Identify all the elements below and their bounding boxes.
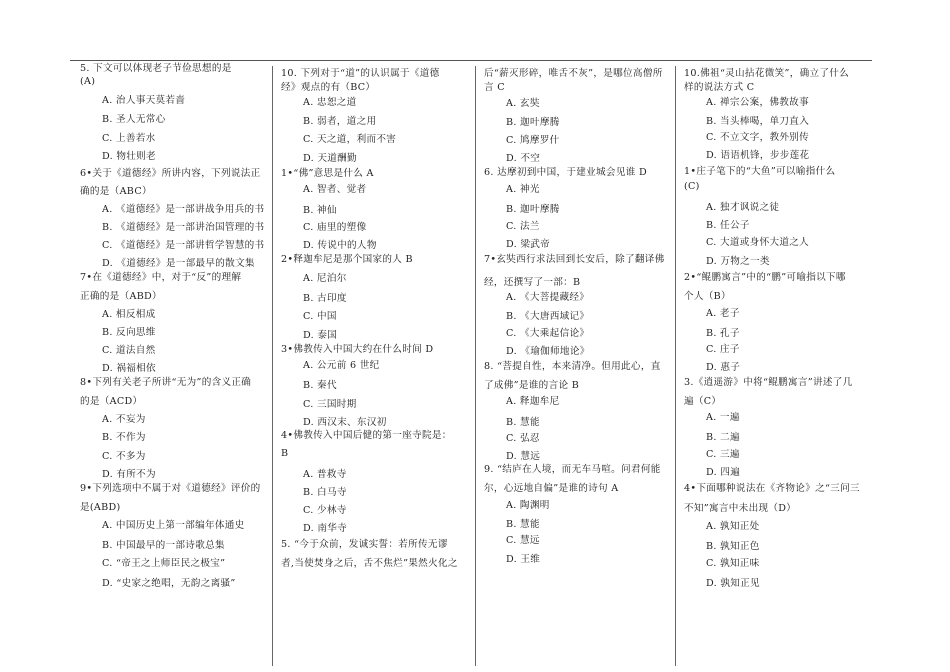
answer-option: D. 慧远 — [506, 451, 541, 462]
question-line: 样的说法方式 C — [684, 82, 755, 93]
answer-option: A. 孰知正处 — [706, 521, 760, 532]
question-line: 9•下列选项中不属于对《道德经》评价的 — [80, 483, 261, 494]
answer-option: C. 三国时期 — [303, 399, 357, 410]
answer-option: B. 迦叶摩腾 — [506, 117, 560, 128]
question-line: 是(ABD) — [80, 502, 121, 513]
answer-option: D. 王维 — [506, 554, 541, 565]
question-line: 经，还撰写了一部：B — [484, 277, 581, 288]
answer-option: B. 孔子 — [706, 328, 740, 339]
answer-option: B. 神仙 — [303, 205, 337, 216]
question-line: B — [281, 448, 289, 459]
answer-option: B. 反向思维 — [102, 327, 156, 338]
answer-option: A. 普救寺 — [303, 469, 347, 480]
answer-option: B. 弱者，道之用 — [303, 116, 377, 127]
answer-option: D. 物壮则老 — [102, 151, 156, 162]
answer-option: B. 不作为 — [102, 432, 146, 443]
question-line: 3•佛教传入中国大约在什么时间 D — [281, 344, 434, 355]
answer-option: A. 老子 — [706, 308, 740, 319]
answer-option: B. 任公子 — [706, 220, 750, 231]
answer-option: B. 秦代 — [303, 380, 337, 391]
answer-option: A. 忠恕之道 — [303, 97, 357, 108]
answer-option: A. 一遍 — [706, 412, 740, 423]
answer-option: D. 孰知正见 — [706, 578, 760, 589]
answer-option: A. 玄奘 — [506, 98, 540, 109]
answer-option: C. 法兰 — [506, 221, 540, 232]
question-line: 2•释迦牟尼是那个国家的人 B — [281, 254, 413, 265]
answer-option: B. 慧能 — [506, 417, 540, 428]
answer-option: C. “帝王之上师臣民之极宝” — [102, 558, 226, 569]
answer-option: B. 迦叶摩腾 — [506, 204, 560, 215]
column-2 — [272, 66, 475, 666]
answer-option: D. 有所不为 — [102, 469, 156, 480]
question-line: 不知”寓言中未出现（D） — [684, 503, 797, 514]
answer-option: D. “史家之绝唱，无韵之离骚” — [102, 578, 236, 589]
answer-option: C. 道法自然 — [102, 345, 156, 356]
question-line: 正确的是（ABD） — [80, 291, 162, 302]
answer-option: A. 独才讽说之徒 — [706, 202, 780, 213]
answer-option: D. 泰国 — [303, 330, 338, 341]
answer-option: D. 语语机锋，步步莲花 — [706, 150, 810, 161]
question-line: 3.《逍遥游》中将“鲲鹏寓言”讲述了几 — [684, 377, 853, 388]
answer-option: D. 祸福相依 — [102, 363, 156, 374]
question-line: 6. 达摩初到中国，于建业城会见谁 D — [484, 167, 647, 178]
answer-option: A. 《道德经》是一部讲战争用兵的书 — [102, 204, 265, 215]
question-line: 10. 下列对于“道”的认识属于《道德 — [281, 68, 440, 79]
answer-option: A. 公元前 6 世纪 — [303, 360, 380, 371]
answer-option: C. 《道德经》是一部讲哲学智慧的书 — [102, 240, 265, 251]
question-line: 后“薪灭形碎，唯舌不灰”，是哪位高僧所 — [484, 68, 663, 79]
answer-option: B. 二遍 — [706, 432, 740, 443]
question-line: (A) — [80, 76, 96, 87]
answer-option: A. 神光 — [506, 184, 540, 195]
question-line: 尔，心远地自偏”是谁的诗句 A — [484, 483, 619, 494]
column-4 — [675, 66, 872, 666]
answer-option: C. 不多为 — [102, 451, 146, 462]
answer-option: D. 不空 — [506, 153, 541, 164]
question-line: 遍（C） — [684, 396, 722, 407]
answer-option: D. 《瑜伽师地论》 — [506, 346, 590, 357]
question-line: 2•“鲲鹏寓言”中的“鹏”可喻指以下哪 — [684, 272, 846, 283]
answer-option: A. 智者、觉者 — [303, 184, 367, 195]
question-line: (C) — [684, 181, 700, 192]
question-line: 5. 下文可以体现老子节俭思想的是 — [80, 63, 232, 74]
question-line: 9. “结庐在人境，而无车马喧。问君何能 — [484, 464, 661, 475]
answer-option: C. 孰知正味 — [706, 558, 760, 569]
answer-option: B. 慧能 — [506, 519, 540, 530]
question-line: 4•下面哪种说法在《齐物论》之“三问三 — [684, 483, 860, 494]
answer-option: D. 《道德经》是一部最早的散文集 — [102, 258, 255, 269]
question-line: 个人（B） — [684, 291, 731, 302]
answer-option: D. 天道酬勤 — [303, 153, 357, 164]
question-line: 1•庄子笔下的“大鱼”可以喻指什么 — [684, 166, 836, 177]
column-1 — [72, 63, 272, 666]
answer-option: D. 传说中的人物 — [303, 240, 377, 251]
answer-option: C. 庙里的塑像 — [303, 222, 367, 233]
answer-option: C. 《大乘起信论》 — [506, 328, 590, 339]
answer-option: C. 少林寺 — [303, 505, 347, 516]
answer-option: D. 南华寺 — [303, 523, 348, 534]
answer-option: C. 上善若水 — [102, 133, 156, 144]
question-line: 1•“佛”意思是什么 A — [281, 168, 374, 179]
answer-option: A. 尼泊尔 — [303, 273, 347, 284]
answer-option: D. 梁武帝 — [506, 239, 551, 250]
answer-option: C. 天之道，利而不害 — [303, 134, 397, 145]
question-line: 8. “菩提自性，本来清净。但用此心，直 — [484, 361, 661, 372]
question-line: 6•关于《道德经》所讲内容，下列说法正 — [80, 168, 261, 179]
top-rule — [70, 60, 872, 61]
question-line: 言 C — [484, 82, 505, 93]
answer-option: B. 中国最早的一部诗歌总集 — [102, 540, 225, 551]
answer-option: D. 西汉末、东汉初 — [303, 417, 387, 428]
answer-option: C. 中国 — [303, 311, 337, 322]
answer-option: A. 《大菩提藏经》 — [506, 292, 590, 303]
question-line: 4•佛教传入中国后健的第一座寺院是： — [281, 430, 452, 441]
answer-option: A. 释迦牟尼 — [506, 396, 560, 407]
answer-option: C. 大道或身怀大道之人 — [706, 237, 810, 248]
answer-option: A. 不妄为 — [102, 414, 146, 425]
answer-option: C. 不立文字，教外别传 — [706, 132, 810, 143]
answer-option: A. 治人事天莫若啬 — [102, 95, 186, 106]
answer-option: A. 中国历史上第一部编年体通史 — [102, 520, 245, 531]
question-line: 7•在《道德经》中，对于“反”的理解 — [80, 272, 242, 283]
answer-option: B. 孰知正色 — [706, 541, 760, 552]
question-line: 10.佛祖“灵山拈花微笑”，确立了什么 — [684, 68, 850, 79]
answer-option: C. 三遍 — [706, 449, 740, 460]
question-line: 7•玄奘西行求法回到长安后，除了翻译佛 — [484, 254, 665, 265]
answer-option: A. 陶渊明 — [506, 500, 550, 511]
answer-option: B. 当头棒喝，单刀直入 — [706, 116, 810, 127]
answer-option: B. 《道德经》是一部讲治国管理的书 — [102, 222, 265, 233]
question-line: 8•下列有关老子所讲“无为”的含义正确 — [80, 377, 252, 388]
answer-option: D. 惠子 — [706, 362, 741, 373]
question-line: 确的是（ABC） — [80, 186, 152, 197]
answer-option: A. 相反相成 — [102, 309, 156, 320]
answer-option: C. 庄子 — [706, 344, 740, 355]
answer-option: B. 《大唐西域记》 — [506, 311, 590, 322]
question-line: 5. “今于众前，发诚实誓：若所传无谬 — [281, 539, 448, 550]
answer-option: B. 圣人无常心 — [102, 114, 166, 125]
question-line: 的是（ACD） — [80, 396, 143, 407]
question-line: 经》观点的有（BC） — [281, 82, 376, 93]
answer-option: C. 鸠摩罗什 — [506, 135, 560, 146]
answer-option: B. 白马寺 — [303, 487, 347, 498]
answer-option: D. 四遍 — [706, 467, 741, 478]
answer-option: A. 禅宗公案，佛教故事 — [706, 97, 809, 108]
answer-option: D. 万物之一类 — [706, 256, 770, 267]
question-line: 者,当使焚身之后，舌不焦烂”果然火化之 — [281, 558, 458, 569]
answer-option: C. 慧远 — [506, 535, 540, 546]
answer-option: B. 古印度 — [303, 293, 347, 304]
answer-option: C. 弘忍 — [506, 433, 540, 444]
question-line: 了成佛”是谁的言论 B — [484, 380, 580, 391]
column-3 — [475, 66, 675, 666]
